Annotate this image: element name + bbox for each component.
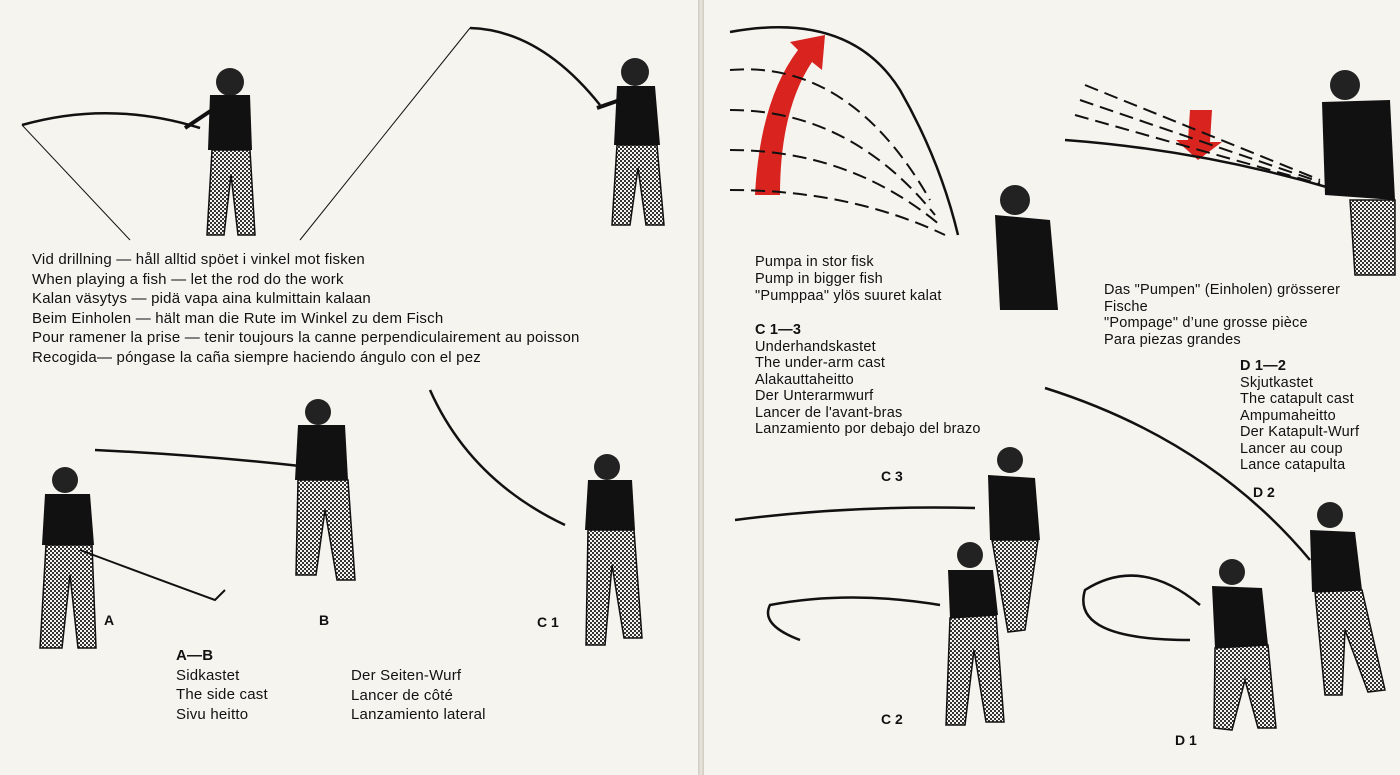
catapult-line: Skjutkastet: [1240, 374, 1314, 391]
catapult-line: Ampumaheitto: [1240, 407, 1336, 424]
pump-text-2: [1104, 282, 1340, 348]
pump-line: "Pumppaa" ylös suuret kalat: [755, 288, 942, 304]
side-cast-line: Lanzamiento lateral: [351, 706, 486, 723]
figure-label-d2: D 2: [1253, 484, 1275, 500]
catapult-line: Lance catapulta: [1240, 457, 1346, 473]
underarm-line: Lancer de l'avant-bras: [755, 404, 903, 421]
figure-label-c1: C 1: [537, 614, 559, 630]
figure-catapult-d1: [1083, 559, 1276, 730]
side-cast-line: Der Seiten-Wurf: [351, 667, 462, 684]
pump-line: Pumpa in stor fisk: [755, 254, 874, 270]
figure-playing-fish-right: [300, 28, 664, 240]
catapult-heading: D 1—2: [1240, 358, 1287, 374]
figure-pump-right: [1065, 70, 1395, 275]
underarm-heading: C 1—3: [755, 322, 802, 338]
figure-label-b: B: [319, 612, 330, 628]
figure-underarm-c2: [768, 542, 1004, 725]
side-cast-col1: [176, 646, 268, 724]
figure-label-c2: C 2: [881, 711, 903, 727]
pump-text: [755, 254, 942, 305]
side-cast-line: Sidkastet: [176, 666, 240, 684]
figure-side-cast-b: [95, 399, 355, 580]
pump-line-2: "Pompage" d’une grosse pièce: [1104, 315, 1308, 331]
side-cast-line: Lancer de côté: [351, 686, 454, 704]
figure-side-cast-a: [40, 467, 225, 648]
pump-line-2: Das "Pumpen" (Einholen) grösserer: [1104, 282, 1341, 298]
pump-line-2: Para piezas grandes: [1104, 331, 1241, 348]
underarm-line: Alakauttaheitto: [755, 371, 854, 388]
playing-fish-line: Pour ramener la prise — tenir toujours la canne perpendiculairement au poisson: [32, 329, 580, 346]
catapult-line: Lancer au coup: [1240, 440, 1343, 457]
figure-playing-fish-left: [22, 68, 255, 240]
side-cast-line: Sivu heitto: [176, 705, 249, 723]
pump-line-2: Fische: [1104, 298, 1148, 315]
underarm-line: Lanzamiento por debajo del brazo: [755, 421, 981, 437]
playing-fish-text: [32, 250, 580, 367]
side-cast-line: The side cast: [176, 686, 268, 703]
playing-fish-line: Beim Einholen — hält man die Rute im Winkel zu dem Fisch: [32, 309, 444, 327]
underarm-line: Underhandskastet: [755, 338, 876, 355]
catapult-line: The catapult cast: [1240, 391, 1354, 407]
side-cast-col2: [351, 666, 486, 725]
playing-fish-line: Recogida— póngase la caña siempre haciendo ángulo con el pez: [32, 348, 481, 366]
catapult-text: [1240, 358, 1359, 474]
red-up-arrow: [755, 35, 825, 195]
figure-label-d1: D 1: [1175, 732, 1197, 748]
underarm-line: The under-arm cast: [755, 355, 886, 371]
pump-line: Pump in bigger fish: [755, 271, 883, 287]
playing-fish-line: Kalan väsytys — pidä vapa aina kulmittain kalaan: [32, 290, 371, 307]
underarm-text: [755, 322, 981, 438]
figure-label-c3: C 3: [881, 468, 903, 484]
playing-fish-line: When playing a fish — let the rod do the work: [32, 270, 344, 288]
figure-side-cast-c1: [430, 390, 642, 645]
side-cast-heading: A—B: [176, 647, 214, 664]
figure-label-a: A: [104, 612, 115, 628]
catapult-line: Der Katapult-Wurf: [1240, 424, 1360, 440]
underarm-line: Der Unterarmwurf: [755, 388, 874, 404]
playing-fish-line: Vid drillning — håll alltid spöet i vinkel mot fisken: [32, 251, 365, 268]
